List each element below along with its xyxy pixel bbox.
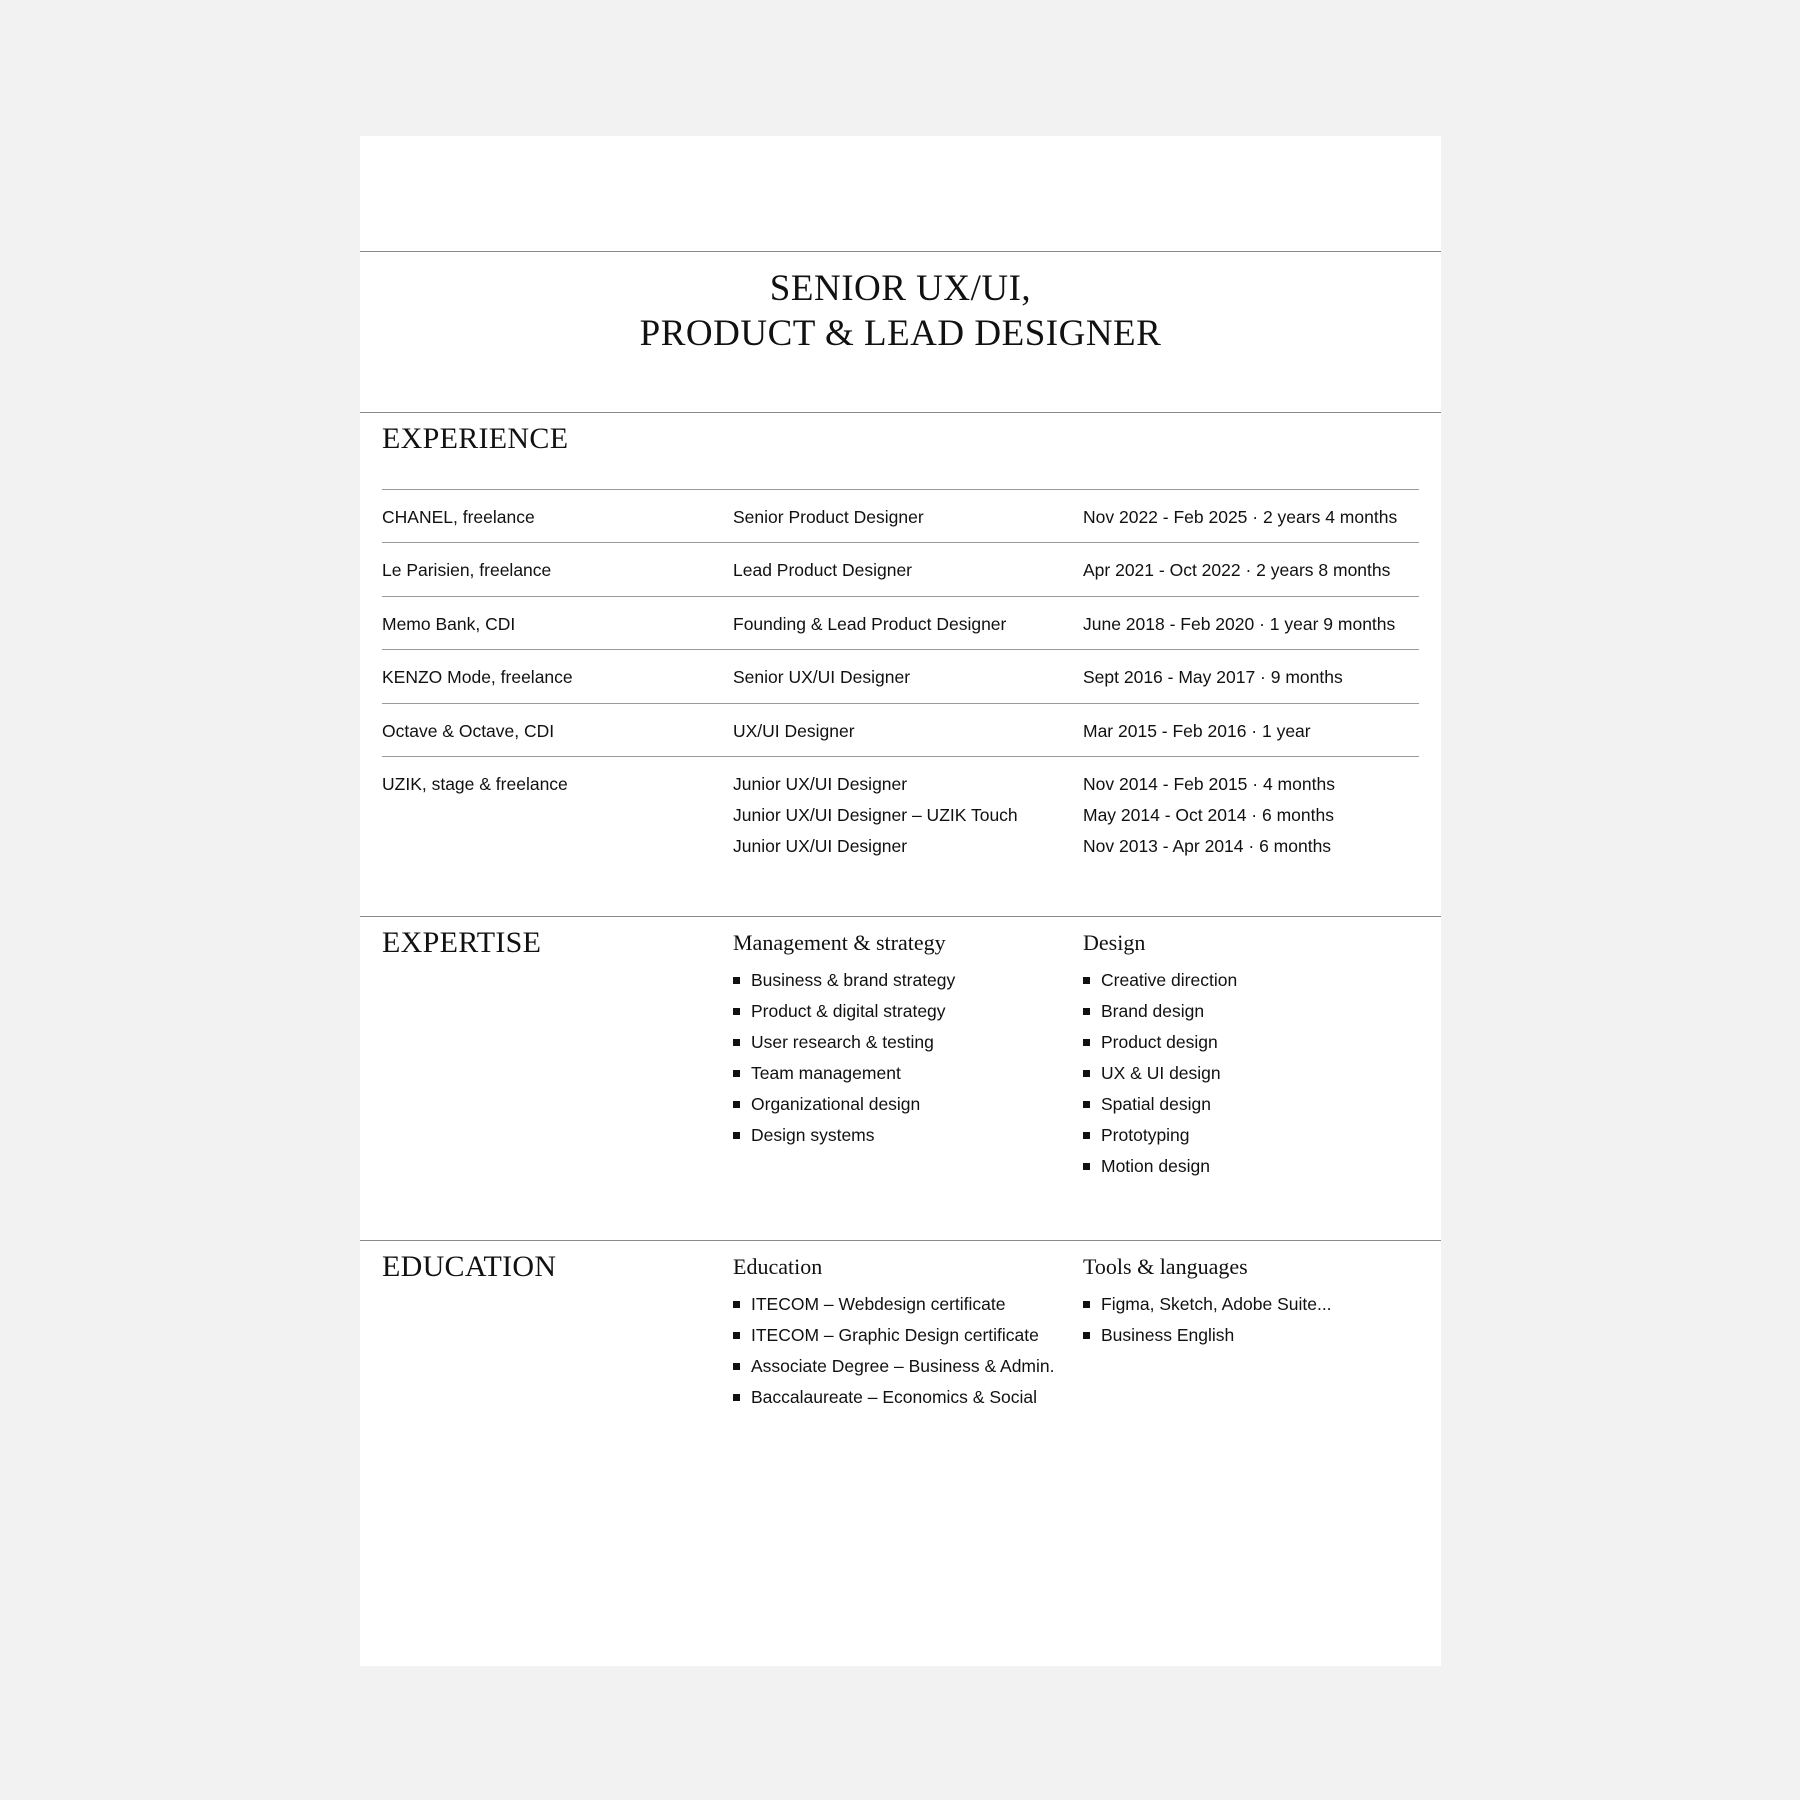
bullet-icon — [733, 1132, 740, 1139]
bullet-icon — [1083, 1101, 1090, 1108]
tools-list — [1083, 1289, 1332, 1351]
bullet-icon — [1083, 1163, 1090, 1170]
experience-company: Memo Bank, CDI — [382, 614, 516, 634]
list-item-label: Team management — [751, 1063, 901, 1083]
list-item — [1083, 1089, 1237, 1120]
bullet-icon — [733, 1070, 740, 1077]
bullet-icon — [733, 1008, 740, 1015]
page-title — [360, 266, 1441, 356]
list-item-label: Creative direction — [1101, 970, 1238, 990]
bullet-icon — [1083, 1301, 1090, 1308]
list-item — [1083, 1289, 1332, 1320]
list-item-label: Prototyping — [1101, 1125, 1190, 1145]
experience-company: UZIK, stage & freelance — [382, 774, 568, 794]
row-divider — [382, 596, 1419, 597]
experience-period: June 2018 - Feb 2020 · 1 year 9 months — [1083, 614, 1396, 634]
tools-heading: Tools & languages — [1083, 1254, 1248, 1279]
list-item-label: User research & testing — [751, 1032, 934, 1052]
experience-role: Junior UX/UI Designer — [733, 836, 908, 856]
row-divider — [382, 542, 1419, 543]
list-item — [1083, 1320, 1332, 1351]
list-item-label: ITECOM – Webdesign certificate — [751, 1294, 1006, 1314]
experience-role: Senior UX/UI Designer — [733, 667, 911, 687]
title-line-2: PRODUCT & LEAD DESIGNER — [639, 313, 1162, 354]
experience-period: Nov 2022 - Feb 2025 · 2 years 4 months — [1083, 507, 1398, 527]
experience-role: Lead Product Designer — [733, 560, 912, 580]
experience-role: Junior UX/UI Designer — [733, 774, 908, 794]
experience-period: Sept 2016 - May 2017 · 9 months — [1083, 667, 1343, 687]
list-item-label: Baccalaureate – Economics & Social — [751, 1387, 1037, 1407]
schools-heading: Education — [733, 1254, 823, 1279]
top-divider — [360, 251, 1441, 252]
list-item — [733, 1351, 1055, 1382]
list-item-label: Brand design — [1101, 1001, 1205, 1021]
bullet-icon — [733, 1332, 740, 1339]
experience-role: UX/UI Designer — [733, 721, 855, 741]
education-divider — [360, 1240, 1441, 1241]
list-item — [733, 996, 955, 1027]
experience-role: Junior UX/UI Designer – UZIK Touch — [733, 805, 1018, 825]
list-item-label: Business & brand strategy — [751, 970, 956, 990]
list-item — [1083, 1027, 1237, 1058]
experience-period: Nov 2014 - Feb 2015 · 4 months — [1083, 774, 1335, 794]
bullet-icon — [1083, 977, 1090, 984]
list-item-label: Product design — [1101, 1032, 1218, 1052]
list-item — [1083, 1120, 1237, 1151]
experience-divider — [360, 412, 1441, 413]
list-item — [733, 1058, 955, 1089]
experience-role: Founding & Lead Product Designer — [733, 614, 1007, 634]
experience-period: Apr 2021 - Oct 2022 · 2 years 8 months — [1083, 560, 1391, 580]
list-item — [1083, 996, 1237, 1027]
list-item — [1083, 1058, 1237, 1089]
list-item-label: Product & digital strategy — [751, 1001, 946, 1021]
list-item — [733, 965, 955, 996]
bullet-icon — [733, 1039, 740, 1046]
bullet-icon — [733, 1363, 740, 1370]
design-heading: Design — [1083, 930, 1146, 955]
experience-heading: EXPERIENCE — [382, 422, 569, 455]
list-item — [733, 1320, 1055, 1351]
experience-company: KENZO Mode, freelance — [382, 667, 573, 687]
expertise-divider — [360, 916, 1441, 917]
bullet-icon — [1083, 1008, 1090, 1015]
bullet-icon — [733, 1301, 740, 1308]
education-heading: EDUCATION — [382, 1250, 557, 1283]
bullet-icon — [1083, 1070, 1090, 1077]
bullet-icon — [1083, 1039, 1090, 1046]
bullet-icon — [733, 1394, 740, 1401]
list-item-label: Spatial design — [1101, 1094, 1211, 1114]
schools-list — [733, 1289, 1055, 1413]
bullet-icon — [733, 977, 740, 984]
list-item — [733, 1027, 955, 1058]
experience-period: May 2014 - Oct 2014 · 6 months — [1083, 805, 1334, 825]
list-item-label: Figma, Sketch, Adobe Suite... — [1101, 1294, 1332, 1314]
list-item-label: UX & UI design — [1101, 1063, 1221, 1083]
list-item-label: Motion design — [1101, 1156, 1210, 1176]
row-divider — [382, 649, 1419, 650]
list-item-label: Design systems — [751, 1125, 875, 1145]
experience-company: CHANEL, freelance — [382, 507, 535, 527]
bullet-icon — [733, 1101, 740, 1108]
expertise-heading: EXPERTISE — [382, 926, 542, 959]
design-list — [1083, 965, 1237, 1182]
bullet-icon — [1083, 1332, 1090, 1339]
list-item — [1083, 965, 1237, 996]
management-list — [733, 965, 955, 1151]
row-divider — [382, 489, 1419, 490]
bullet-icon — [1083, 1132, 1090, 1139]
experience-period: Mar 2015 - Feb 2016 · 1 year — [1083, 721, 1311, 741]
list-item-label: Business English — [1101, 1325, 1235, 1345]
list-item — [733, 1382, 1055, 1413]
experience-company: Octave & Octave, CDI — [382, 721, 555, 741]
experience-company: Le Parisien, freelance — [382, 560, 552, 580]
row-divider — [382, 756, 1419, 757]
experience-period: Nov 2013 - Apr 2014 · 6 months — [1083, 836, 1332, 856]
title-line-1: SENIOR UX/UI, — [769, 268, 1032, 309]
list-item — [1083, 1151, 1237, 1182]
list-item — [733, 1089, 955, 1120]
list-item-label: Organizational design — [751, 1094, 921, 1114]
list-item — [733, 1289, 1055, 1320]
list-item-label: ITECOM – Graphic Design certificate — [751, 1325, 1039, 1345]
row-divider — [382, 703, 1419, 704]
management-heading: Management & strategy — [733, 930, 946, 955]
list-item-label: Associate Degree – Business & Admin. — [751, 1356, 1055, 1376]
resume-page — [360, 136, 1441, 1666]
experience-role: Senior Product Designer — [733, 507, 924, 527]
list-item — [733, 1120, 955, 1151]
